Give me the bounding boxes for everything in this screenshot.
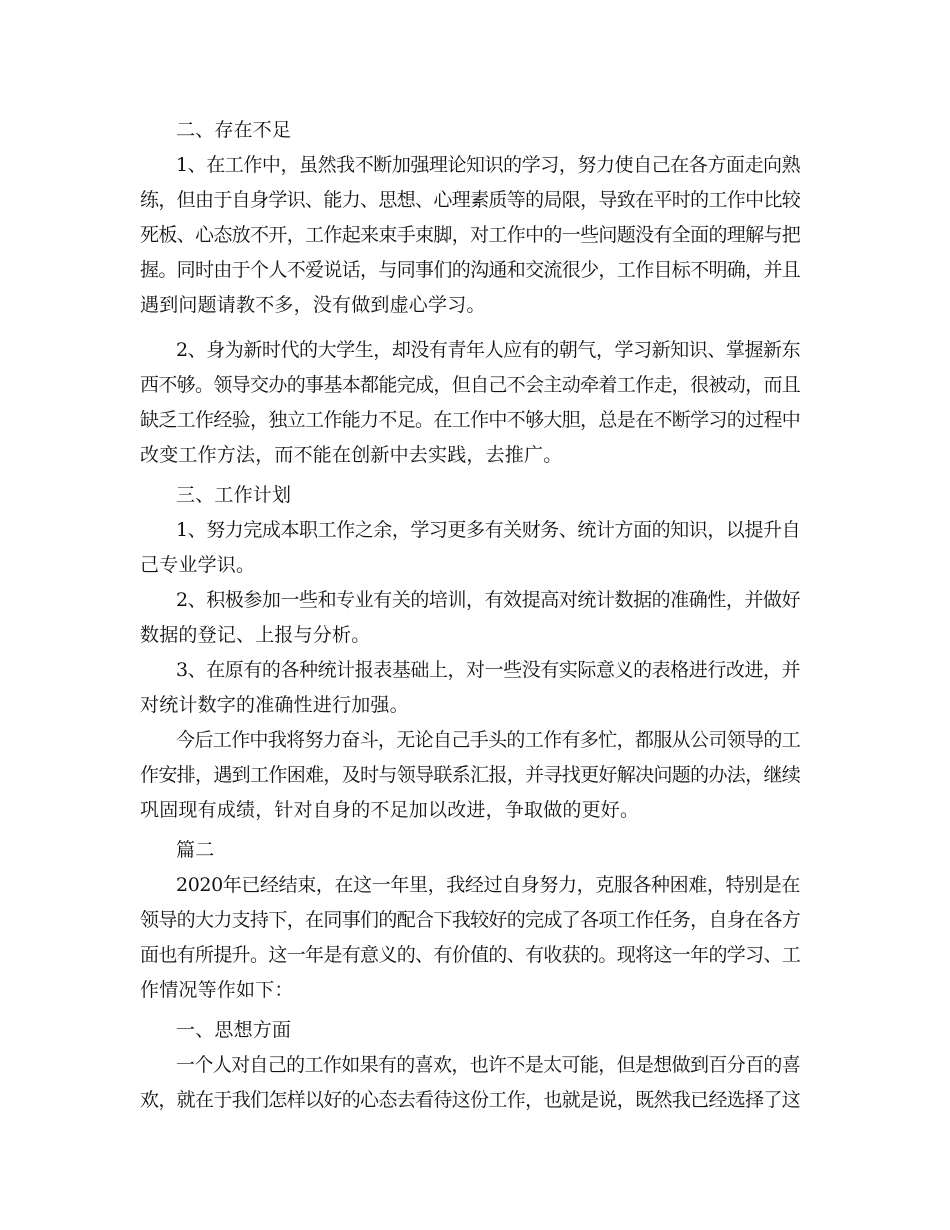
paragraph-line: 作安排，遇到工作困难，及时与领导联系汇报，并寻找更好解决问题的办法，继续 (140, 764, 800, 786)
paragraph-line: 对统计数字的准确性进行加强。 (140, 694, 409, 716)
paragraph-line: 改变工作方法，而不能在创新中去实践，去推广。 (140, 444, 563, 466)
paragraph-line: 遇到问题请教不多，没有做到虚心学习。 (140, 294, 486, 316)
paragraph-line: 作情况等作如下： (140, 979, 294, 1001)
paragraph-line: 面也有所提升。这一年是有意义的、有价值的、有收获的。现将这一年的学习、工 (140, 944, 800, 966)
paragraph-line: 一个人对自己的工作如果有的喜欢，也许不是太可能，但是想做到百分百的喜 (176, 1054, 800, 1076)
paragraph-line: 欢，就在于我们怎样以好的心态去看待这份工作，也就是说，既然我已经选择了这 (140, 1089, 800, 1111)
part-heading-piece-two: 篇二 (176, 839, 215, 861)
section-heading-ideology: 一、思想方面 (176, 1019, 292, 1041)
paragraph-line: 2、身为新时代的大学生，却没有青年人应有的朝气，学习新知识、掌握新东 (176, 339, 800, 361)
paragraph-line: 2、积极参加一些和专业有关的培训，有效提高对统计数据的准确性，并做好 (176, 589, 800, 611)
paragraph-line: 1、在工作中，虽然我不断加强理论知识的学习，努力使自己在各方面走向熟 (176, 154, 800, 176)
paragraph-line: 1、努力完成本职工作之余，学习更多有关财务、统计方面的知识，以提升自 (176, 519, 800, 541)
paragraph-line: 练，但由于自身学识、能力、思想、心理素质等的局限，导致在平时的工作中比较 (140, 189, 800, 211)
section-heading-work-plan: 三、工作计划 (176, 484, 292, 506)
paragraph-line: 巩固现有成绩，针对自身的不足加以改进，争取做的更好。 (140, 799, 640, 821)
paragraph-line: 2020年已经结束，在这一年里，我经过自身努力，克服各种困难，特别是在 (176, 874, 800, 896)
paragraph-line: 己专业学识。 (140, 554, 256, 576)
paragraph-line: 数据的登记、上报与分析。 (140, 624, 371, 646)
paragraph-line: 领导的大力支持下，在同事们的配合下我较好的完成了各项工作任务，自身在各方 (140, 909, 800, 931)
section-heading-shortcomings: 二、存在不足 (176, 119, 292, 141)
paragraph-line: 死板、心态放不开，工作起来束手束脚，对工作中的一些问题没有全面的理解与把 (140, 224, 800, 246)
paragraph-line: 3、在原有的各种统计报表基础上，对一些没有实际意义的表格进行改进，并 (176, 659, 800, 681)
paragraph-line: 握。同时由于个人不爱说话，与同事们的沟通和交流很少，工作目标不明确，并且 (140, 259, 800, 281)
paragraph-line: 西不够。领导交办的事基本都能完成，但自己不会主动牵着工作走，很被动，而且 (140, 374, 800, 396)
paragraph-line: 缺乏工作经验，独立工作能力不足。在工作中不够大胆，总是在不断学习的过程中 (140, 409, 800, 431)
paragraph-line: 今后工作中我将努力奋斗，无论自己手头的工作有多忙，都服从公司领导的工 (176, 729, 800, 751)
